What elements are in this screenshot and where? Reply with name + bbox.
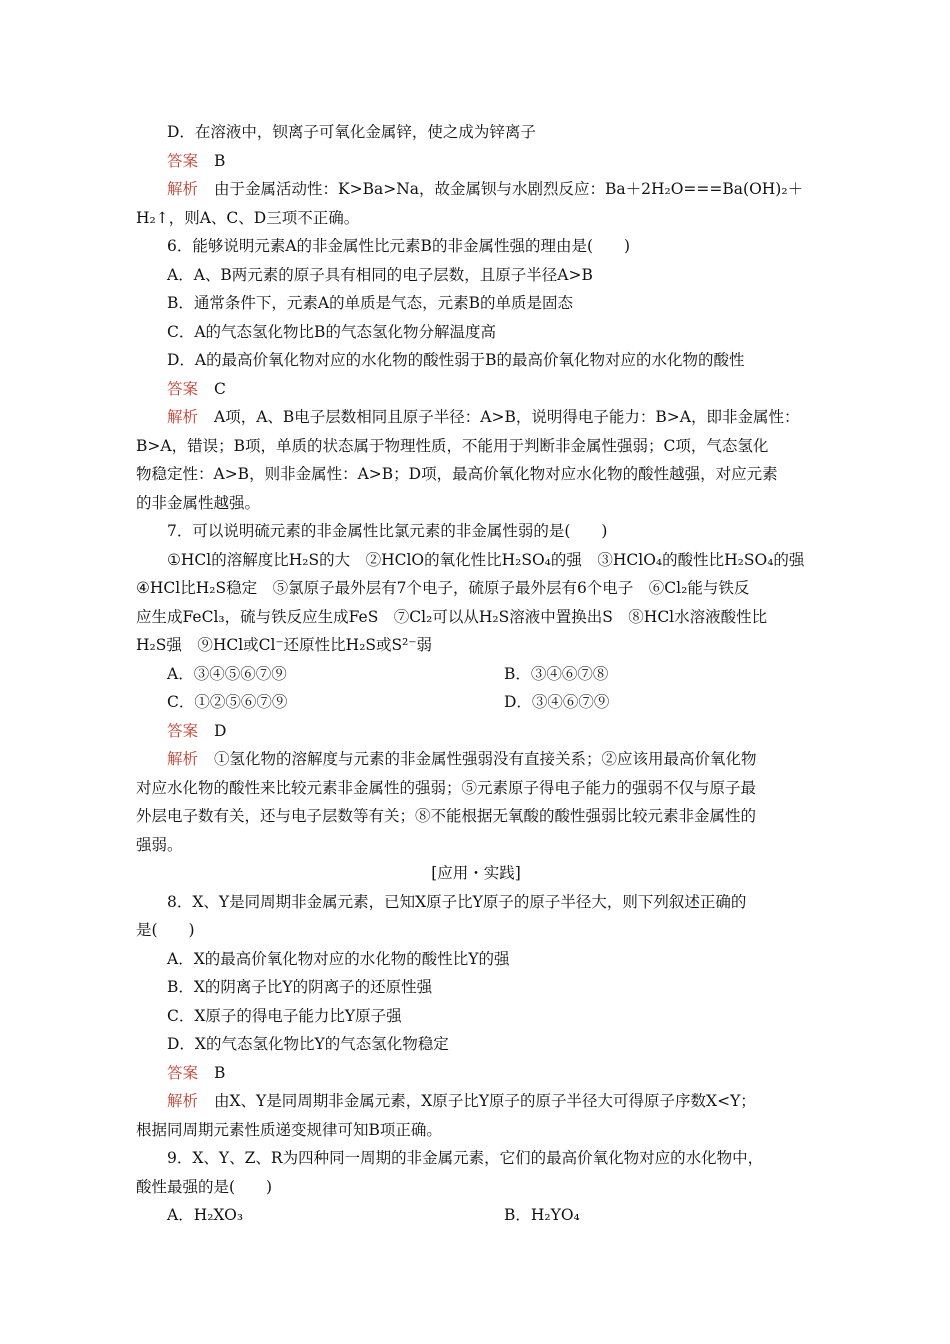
q8-answer-row [136, 1059, 816, 1088]
q9-option-b: B．H₂YO₄ [504, 1206, 580, 1224]
section-title: [应用・实践] [431, 864, 521, 882]
answer-label: 答案 [167, 151, 199, 170]
q7-option-b: B．③④⑥⑦⑧ [504, 664, 609, 683]
q8-stem-line-2: 是( ) [136, 921, 195, 939]
analysis-label: 解析 [167, 408, 199, 426]
document-page [136, 118, 816, 1230]
answer-label: 答案 [167, 1063, 199, 1082]
answer-value: D [214, 721, 227, 740]
q5-answer-row [136, 147, 816, 176]
q7-analysis-line-2: 对应水化物的酸性来比较元素非金属性的强弱；⑤元素原子得电子能力的强弱不仅与原子最 [136, 778, 757, 797]
q6-analysis-line-1: 解析 A项，A、B电子层数相同且原子半径：A>B，说明得电子能力：B>A，即非金属性： [167, 408, 800, 426]
q7-items-line-2: ④HCl比H₂S稳定 ⑤氯原子最外层有7个电子，硫原子最外层有6个电子 ⑥Cl₂能与铁反 [136, 579, 750, 597]
q9-stem-line-2: 酸性最强的是( ) [136, 1177, 273, 1196]
q6-option-a: A．A、B两元素的原子具有相同的电子层数，且原子半径A>B [167, 265, 593, 284]
q7-items-line-1: ①HCl的溶解度比H₂S的大 ②HClO的氧化性比H₂SO₄的强 ③HClO₄的酸性比H₂SO₄的强 [167, 550, 805, 569]
q6-option-d: D．A的最高价氧化物对应的水化物的酸性弱于B的最高价氧化物对应的水化物的酸性 [167, 351, 745, 369]
q8-option-b: B．X的阴离子比Y的阴离子的还原性强 [167, 978, 433, 996]
analysis-label: 解析 [167, 180, 199, 198]
q7-items-line-4: H₂S强 ⑨HCl或Cl⁻还原性比H₂S或S²⁻弱 [136, 636, 433, 654]
q8-option-c: C．X原子的得电子能力比Y原子强 [167, 1006, 402, 1025]
q8-analysis-line-2: 根据同周期元素性质递变规律可知B项正确。 [136, 1120, 442, 1139]
q8-option-d: D．X的气态氢化物比Y的气态氢化物稳定 [167, 1035, 449, 1053]
q7-stem: 7．可以说明硫元素的非金属性比氯元素的非金属性弱的是( ) [167, 522, 608, 540]
q7-options-row-1 [136, 660, 816, 689]
q7-items-line-3: 应生成FeCl₃，硫与铁反应生成FeS ⑦Cl₂可以从H₂S溶液中置换出S ⑧HCl水溶液酸性比 [136, 607, 768, 626]
q8-option-a: A．X的最高价氧化物对应的水化物的酸性比Y的强 [167, 949, 510, 968]
q7-options-row-2 [136, 688, 816, 717]
q5-option-d: D．在溶液中，钡离子可氧化金属锌，使之成为锌离子 [167, 123, 536, 141]
q8-analysis-line-1: 解析 由X、Y是同周期非金属元素，X原子比Y原子的原子半径大可得原子序数X<Y； [167, 1092, 756, 1110]
q9-option-a: A．H₂XO₃ [167, 1206, 244, 1224]
q6-stem: 6．能够说明元素A的非金属性比元素B的非金属性强的理由是( ) [167, 237, 631, 255]
q7-option-d: D．③④⑥⑦⑨ [504, 693, 610, 711]
q6-analysis-line-2: B>A，错误；B项，单质的状态属于物理性质，不能用于判断非金属性强弱；C项，气态氢化 [136, 436, 769, 455]
q5-analysis-line-1: 解析 由于金属活动性：K>Ba>Na，故金属钡与水剧烈反应：Ba＋2H₂O===Ba(OH)₂＋ [167, 180, 804, 198]
q7-option-c: C．①②⑤⑥⑦⑨ [167, 693, 288, 711]
q7-answer-row [136, 717, 816, 746]
analysis-label: 解析 [167, 750, 199, 768]
answer-value: C [214, 379, 226, 398]
q7-analysis-line-3: 外层电子数有关，还与电子层数等有关；⑧不能根据无氧酸的酸性强弱比较元素非金属性的 [136, 807, 757, 825]
q6-analysis-line-3: 物稳定性：A>B，则非金属性：A>B；D项，最高价氧化物对应水化物的酸性越强，对应元素 [136, 465, 778, 483]
answer-value: B [214, 151, 226, 170]
q6-option-b: B．通常条件下，元素A的单质是气态，元素B的单质是固态 [167, 294, 573, 312]
answer-value: B [214, 1063, 226, 1082]
q6-option-c: C．A的气态氢化物比B的气态氢化物分解温度高 [167, 322, 496, 341]
answer-label: 答案 [167, 379, 199, 398]
q6-analysis-line-4: 的非金属性越强。 [136, 493, 261, 512]
q9-options-row-1 [136, 1201, 816, 1230]
q7-analysis-line-4: 强弱。 [136, 835, 183, 854]
answer-label: 答案 [167, 721, 199, 740]
q8-stem-line-1: 8．X、Y是同周期非金属元素，已知X原子比Y原子的原子半径大，则下列叙述正确的 [167, 892, 747, 911]
q6-answer-row [136, 375, 816, 404]
q7-analysis-line-1: 解析 ①氢化物的溶解度与元素的非金属性强弱没有直接关系；②应该用最高价氧化物 [167, 750, 757, 768]
q9-stem-line-1: 9．X、Y、Z、R为四种同一周期的非金属元素，它们的最高价氧化物对应的水化物中， [167, 1149, 764, 1167]
q5-analysis-line-2: H₂↑，则A、C、D三项不正确。 [136, 208, 360, 227]
analysis-label: 解析 [167, 1092, 199, 1110]
q7-option-a: A．③④⑤⑥⑦⑨ [167, 664, 287, 683]
